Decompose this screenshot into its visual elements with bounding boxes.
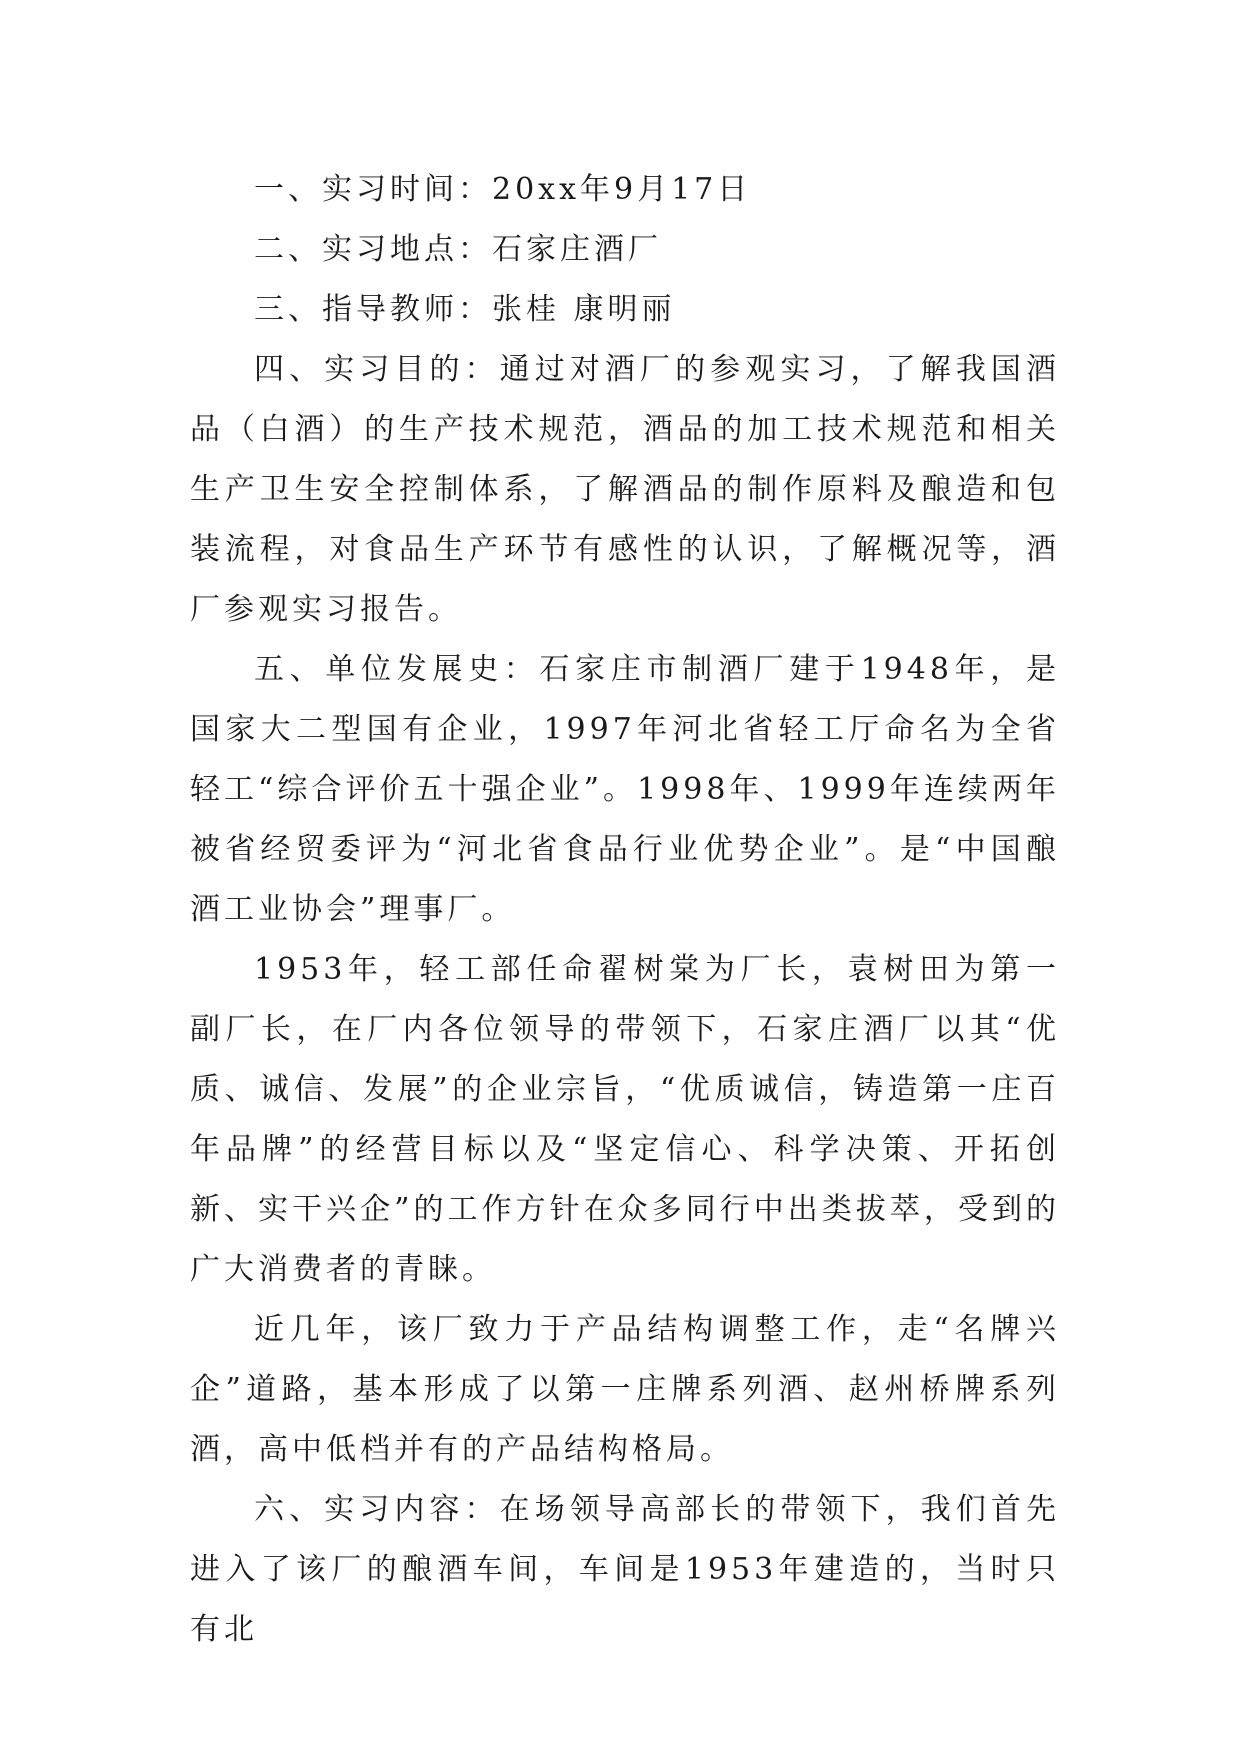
paragraph-recent-years: 近几年，该厂致力于产品结构调整工作，走“名牌兴企”道路，基本形成了以第一庄牌系列酒、赵州桥牌系列酒，高中低档并有的产品结构格局。 [190,1312,1060,1467]
paragraph-internship-content: 六、实习内容：在场领导高部长的带领下，我们首先进入了该厂的酿酒车间，车间是1953年建造的，当时只有北 [190,1492,1060,1647]
paragraph-internship-time: 一、实习时间：20xx年9月17日 [254,172,752,207]
paragraph-internship-location: 二、实习地点：石家庄酒厂 [254,232,662,267]
paragraph-internship-purpose: 四、实习目的：通过对酒厂的参观实习，了解我国酒品（白酒）的生产技术规范，酒品的加工技术规范和相关生产卫生安全控制体系，了解酒品的制作原料及酿造和包装流程，对食品生产环节有感性的认识，了解概况等，酒厂参观实习报告。 [190,352,1060,627]
paragraph-company-history: 五、单位发展史：石家庄市制酒厂建于1948年，是国家大二型国有企业，1997年河北省轻工厅命名为全省轻工“综合评价五十强企业”。1998年、1999年连续两年被省经贸委评为“河北省食品行业优势企业”。是“中国酿酒工业协会”理事厂。 [190,652,1060,927]
document-body [190,160,1060,1660]
paragraph-1953-leadership: 1953年，轻工部任命翟树棠为厂长，袁树田为第一副厂长，在厂内各位领导的带领下，石家庄酒厂以其“优质、诚信、发展”的企业宗旨，“优质诚信，铸造第一庄百年品牌”的经营目标以及“坚定信心、科学决策、开拓创新、实干兴企”的工作方针在众多同行中出类拔萃，受到的广大消费者的青睐。 [190,952,1060,1287]
paragraph-instructors: 三、指导教师：张桂 康明丽 [254,292,676,327]
